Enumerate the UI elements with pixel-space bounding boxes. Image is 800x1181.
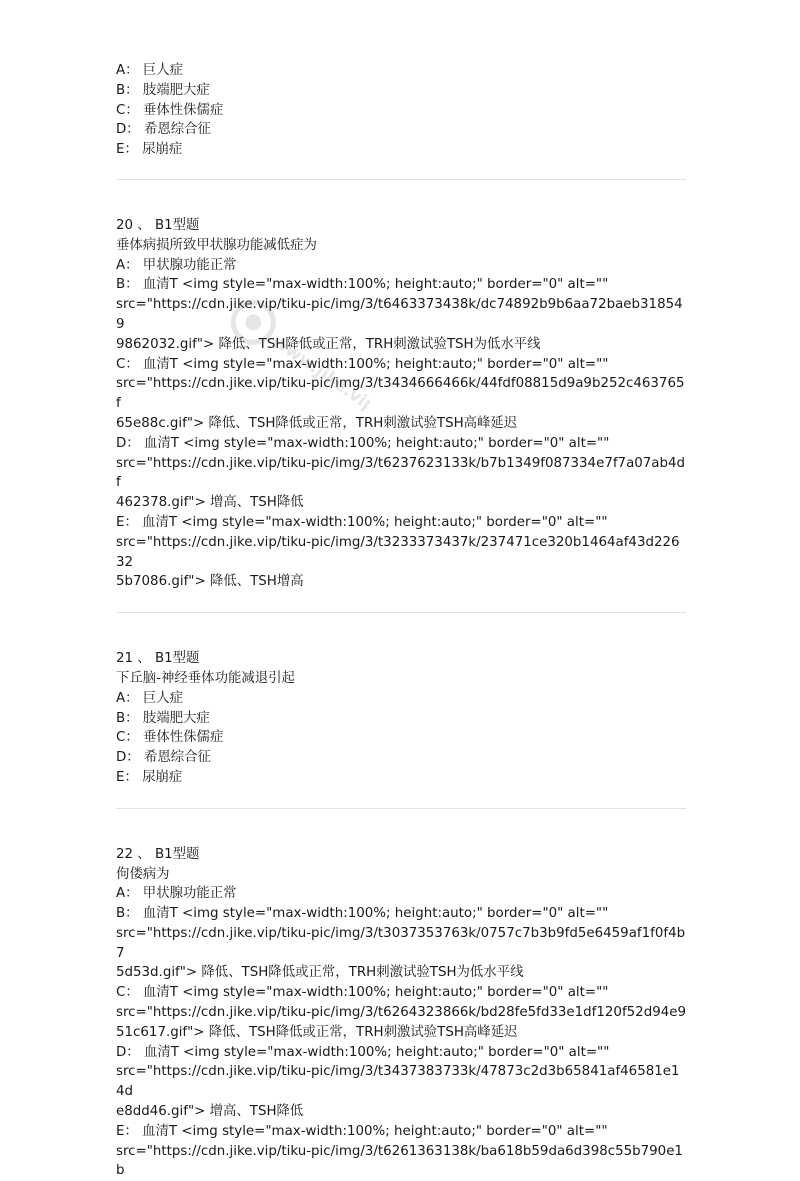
question-22 xyxy=(116,845,686,1181)
option-line: B： 肢端肥大症 xyxy=(116,82,210,98)
option-line: 65e88c.gif"> 降低、TSH降低或正常，TRH刺激试验TSH高峰延迟 xyxy=(116,415,518,431)
option-line: src="https://cdn.jike.vip/tiku-pic/img/3/t6463373438k/dc74892b9b6aa72baeb318549 xyxy=(116,297,683,332)
question-header: 22 、 B1型题 xyxy=(116,846,200,862)
option-line: C： 垂体性侏儒症 xyxy=(116,730,224,746)
divider xyxy=(116,808,686,809)
option-line: B： 肢端肥大症 xyxy=(116,710,210,726)
option-line: 51c617.gif"> 降低、TSH降低或正常，TRH刺激试验TSH高峰延迟 xyxy=(116,1024,518,1040)
option-line: D： 希恩综合征 xyxy=(116,750,211,766)
question-21 xyxy=(116,649,686,788)
option-line: D： 血清T <img style="max-width:100%; height:auto;" border="0" alt="" xyxy=(116,435,610,451)
watermark-text: www.jike.vip xyxy=(268,331,381,418)
option-line: src="https://cdn.jike.vip/tiku-pic/img/3/t3437383733k/47873c2d3b65841af46581e14d xyxy=(116,1064,680,1100)
option-line: B： 血清T <img style="max-width:100%; height:auto;" border="0" alt="" xyxy=(116,906,609,922)
question-stem: 下丘脑-神经垂体功能减退引起 xyxy=(116,670,295,686)
option-line: src="https://cdn.jike.vip/tiku-pic/img/3/t6264323866k/bd28fe5fd33e1df120f52d94e9 xyxy=(116,1005,686,1021)
option-line: E： 尿崩症 xyxy=(116,769,183,785)
option-line: 9862032.gif"> 降低、TSH降低或正常，TRH刺激试验TSH为低水平线 xyxy=(116,336,541,352)
divider xyxy=(116,612,686,613)
option-line: D： 希恩综合征 xyxy=(116,122,211,138)
question-20 xyxy=(116,216,686,592)
option-line: E： 尿崩症 xyxy=(116,142,183,158)
option-line: e8dd46.gif"> 增高、TSH降低 xyxy=(116,1104,304,1120)
option-line: A： 甲状腺功能正常 xyxy=(116,886,237,902)
option-line: D： 血清T <img style="max-width:100%; height:auto;" border="0" alt="" xyxy=(116,1044,610,1060)
option-line: src="https://cdn.jike.vip/tiku-pic/img/3/t3233373437k/237471ce320b1464af43d22632 xyxy=(116,534,680,570)
option-line: E： 血清T <img style="max-width:100%; height:auto;" border="0" alt="" xyxy=(116,514,608,530)
option-line: A： 甲状腺功能正常 xyxy=(116,257,237,273)
option-line: src="https://cdn.jike.vip/tiku-pic/img/3/t6237623133k/b7b1349f087334e7f7a07ab4df xyxy=(116,455,686,491)
option-line: A： 巨人症 xyxy=(116,63,183,78)
options-block-top xyxy=(116,61,686,160)
question-stem: 佝偻病为 xyxy=(116,866,170,882)
option-line: C： 血清T <img style="max-width:100%; height:auto;" border="0" alt="" xyxy=(116,985,609,1001)
option-line: A： 巨人症 xyxy=(116,690,183,706)
divider xyxy=(116,179,686,180)
option-line: src="https://cdn.jike.vip/tiku-pic/img/3/t3037353763k/0757c7b3b9fd5e6459af1f0f4b7 xyxy=(116,925,686,961)
question-header: 21 、 B1型题 xyxy=(116,651,200,667)
question-header: 20 、 B1型题 xyxy=(116,217,200,233)
question-stem: 垂体病损所致甲状腺功能减低症为 xyxy=(116,237,317,253)
option-line: E： 血清T <img style="max-width:100%; height:auto;" border="0" alt="" xyxy=(116,1123,608,1139)
option-line: 462378.gif"> 增高、TSH降低 xyxy=(116,495,304,511)
option-line: 5d53d.gif"> 降低、TSH降低或正常，TRH刺激试验TSH为低水平线 xyxy=(116,965,524,981)
option-line: C： 血清T <img style="max-width:100%; height:auto;" border="0" alt="" xyxy=(116,356,609,372)
option-line: C： 垂体性侏儒症 xyxy=(116,102,224,118)
option-line: 5b7086.gif"> 降低、TSH增高 xyxy=(116,574,304,590)
option-line: src="https://cdn.jike.vip/tiku-pic/img/3/t3434666466k/44fdf08815d9a9b252c463765f xyxy=(116,376,685,412)
document-page xyxy=(116,61,686,1181)
option-line: B： 血清T <img style="max-width:100%; height:auto;" border="0" alt="" xyxy=(116,277,609,293)
option-line: src="https://cdn.jike.vip/tiku-pic/img/3/t6261363138k/ba618b59da6d398c55b790e1b xyxy=(116,1143,683,1179)
